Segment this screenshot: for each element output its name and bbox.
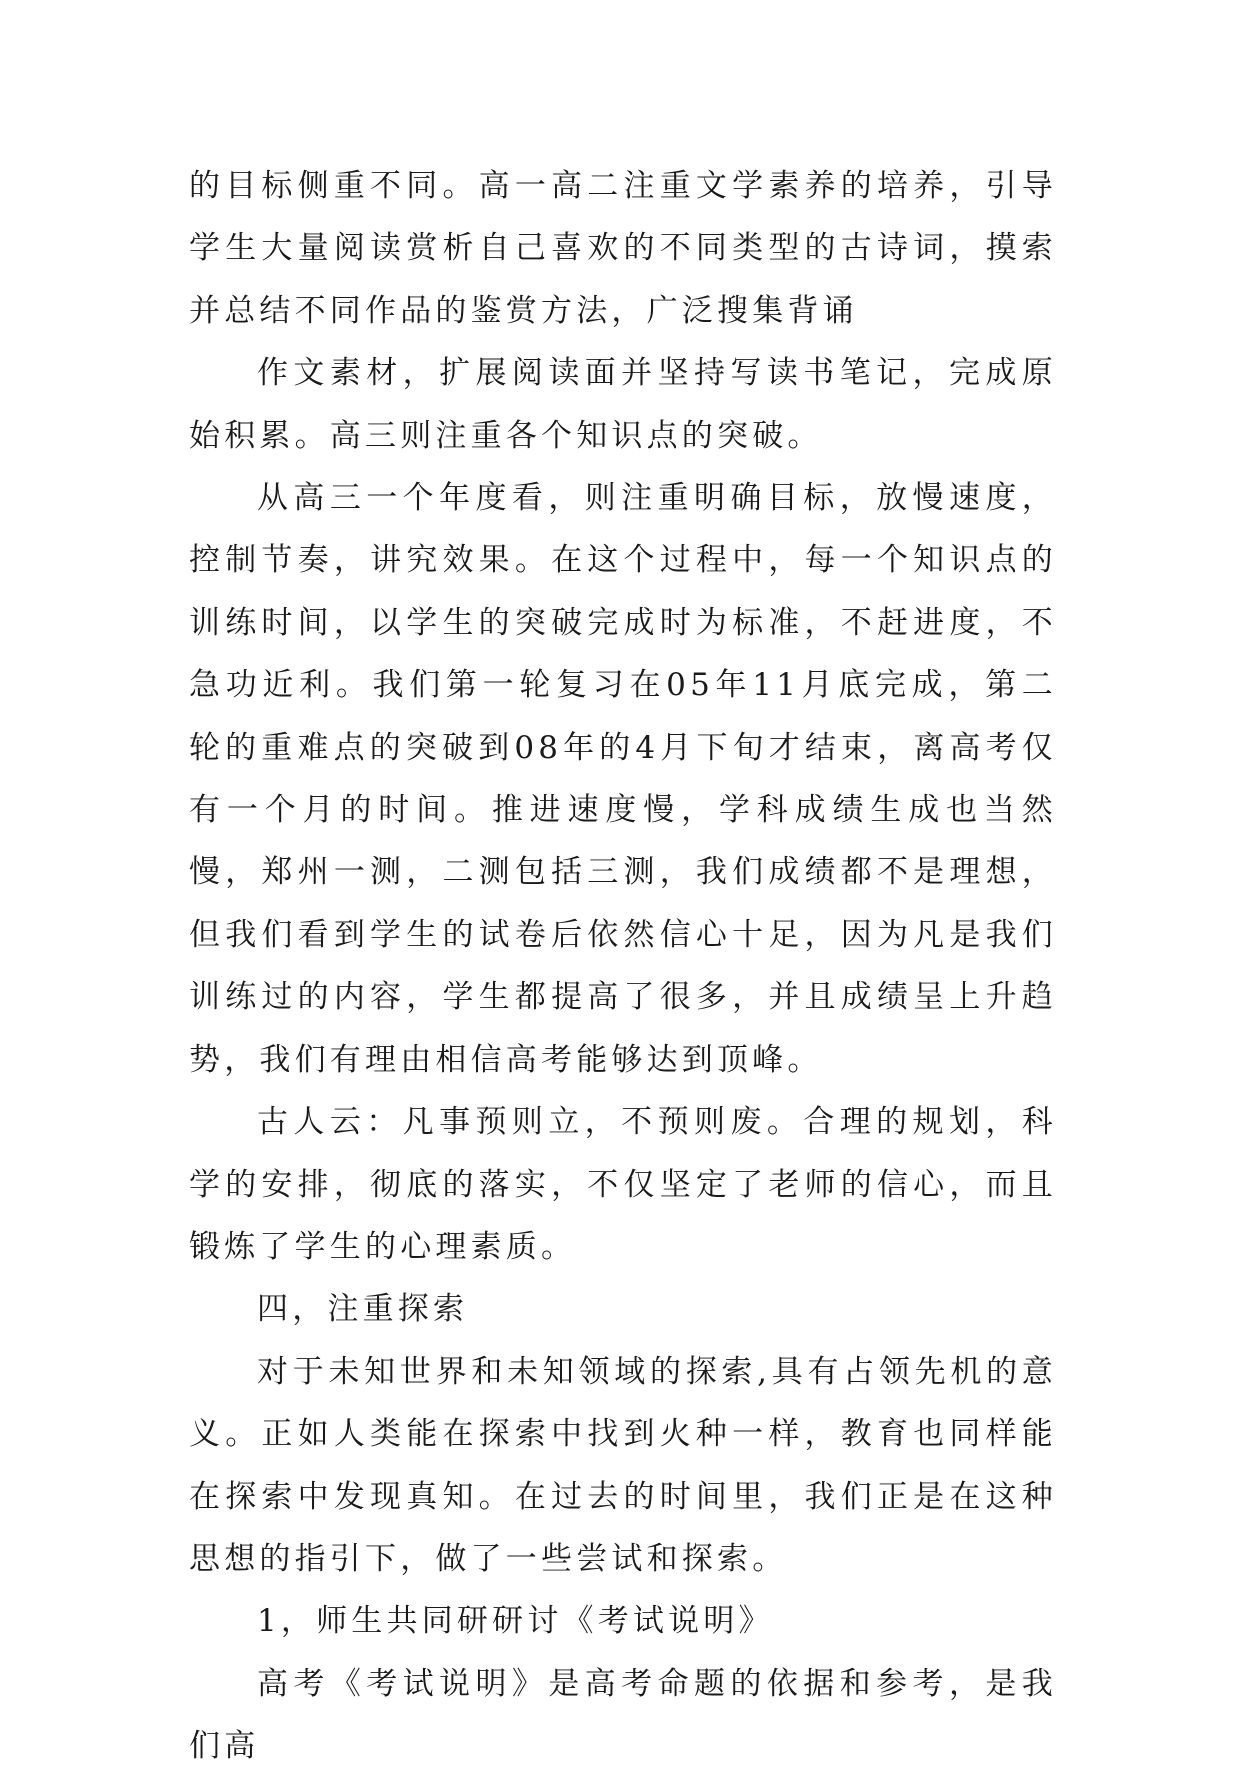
paragraph-2: 作文素材，扩展阅读面并坚持写读书笔记，完成原始积累。高三则注重各个知识点的突破。 [189, 355, 1057, 454]
paragraph-4: 古人云：凡事预则立，不预则废。合理的规划，科学的安排，彻底的落实，不仅坚定了老师的信心，而且锻炼了学生的心理素质。 [189, 1104, 1057, 1265]
paragraph-5: 对于未知世界和未知领域的探索,具有占领先机的意义。正如人类能在探索中找到火种一样，教育也同样能在探索中发现真知。在过去的时间里，我们正是在这种思想的指引下，做了一些尝试和探索。 [189, 1353, 1057, 1577]
document-body [189, 155, 1057, 1778]
paragraph-1: 的目标侧重不同。高一高二注重文学素养的培养，引导学生大量阅读赏析自己喜欢的不同类型的古诗词，摸索并总结不同作品的鉴赏方法，广泛搜集背诵 [189, 168, 1057, 329]
paragraph-3: 从高三一个年度看，则注重明确目标，放慢速度，控制节奏，讲究效果。在这个过程中，每一个知识点的训练时间，以学生的突破完成时为标准，不赶进度，不急功近利。我们第一轮复习在05年11月底完成，第二轮的重难点的突破到08年的4月下旬才结束，离高考仅有一个月的时间。推进速度慢，学科成绩生成也当然慢，郑州一测，二测包括三测，我们成绩都不是理想，但我们看到学生的试卷后依然信心十足，因为凡是我们训练过的内容，学生都提高了很多，并且成绩呈上升趋势，我们有理由相信高考能够达到顶峰。 [189, 480, 1057, 1078]
section-heading: 四，注重探索 [257, 1291, 469, 1328]
paragraph-6: 高考《考试说明》是高考命题的依据和参考，是我们高 [189, 1665, 1057, 1765]
subsection-heading: 1，师生共同研研讨《考试说明》 [257, 1603, 774, 1640]
